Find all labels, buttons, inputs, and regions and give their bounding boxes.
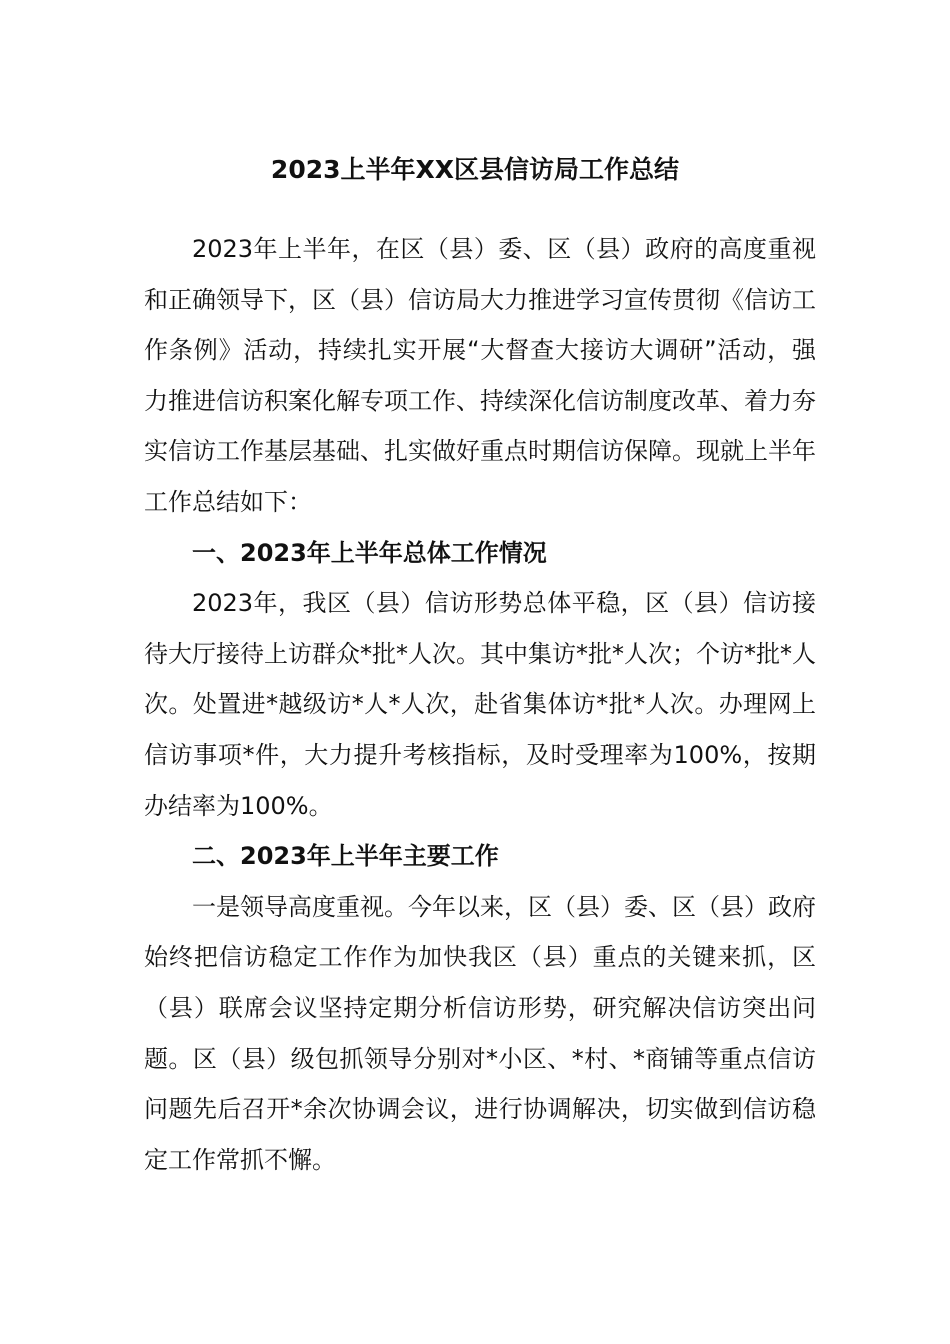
overall-situation-paragraph: 2023年，我区（县）信访形势总体平稳，区（县）信访接待大厅接待上访群众*批*人次。其中集访*批*人次；个访*批*人次。处置进*越级访*人*人次，赴省集体访*批*人次。办理网上信访事项*件，大力提升考核指标，及时受理率为100%，按期办结率为100%。 xyxy=(144,589,816,820)
section-heading-main-work: 二、2023年上半年主要工作 xyxy=(192,842,499,871)
document-title: 2023上半年XX区县信访局工作总结 xyxy=(270,155,680,184)
intro-paragraph: 2023年上半年，在区（县）委、区（县）政府的高度重视和正确领导下，区（县）信访局大力推进学习宣传贯彻《信访工作条例》活动，持续扎实开展“大督查大接访大调研”活动，强力推进信访积案化解专项工作、持续深化信访制度改革、着力夯实信访工作基层基础、扎实做好重点时期信访保障。现就上半年工作总结如下： xyxy=(144,235,816,516)
leadership-paragraph: 一是领导高度重视。今年以来，区（县）委、区（县）政府始终把信访稳定工作作为加快我区（县）重点的关键来抓，区（县）联席会议坚持定期分析信访形势，研究解决信访突出问题。区（县）级包抓领导分别对*小区、*村、*商铺等重点信访问题先后召开*余次协调会议，进行协调解决，切实做到信访稳定工作常抓不懈。 xyxy=(144,892,816,1174)
document-body xyxy=(144,224,816,1185)
section-heading-overall: 一、2023年上半年总体工作情况 xyxy=(192,538,547,567)
